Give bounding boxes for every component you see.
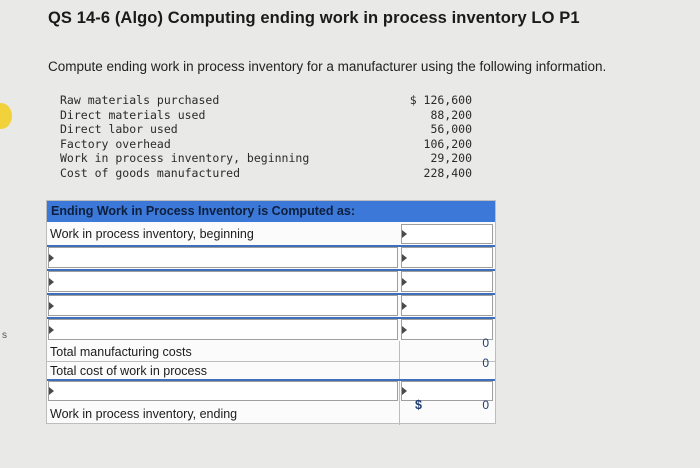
total-manufacturing-value: 0 [482,336,489,350]
question-title: QS 14-6 (Algo) Computing ending work in process inventory LO P1 [48,9,580,27]
given-row-factory-overhead [60,137,472,152]
total-wip-value: 0 [482,356,489,370]
dropdown-arrow-icon [402,278,407,286]
given-row-direct-materials [60,108,472,123]
edge-fragment: s [2,330,7,341]
dropdown-arrow-icon [49,278,54,286]
given-label: Factory overhead [60,136,171,151]
given-label: Work in process inventory, beginning [60,151,310,166]
dropdown-arrow-icon [49,326,54,334]
table-row-blank-1 [47,247,495,269]
row-label: Total cost of work in process [50,364,208,378]
row-label: Total manufacturing costs [50,345,192,359]
table-row-blank-3 [47,295,495,317]
dropdown-arrow-icon [402,230,407,238]
given-label: Direct labor used [60,122,178,137]
dropdown-arrow-icon [49,387,54,395]
given-row-direct-labor [60,122,472,137]
given-data-block [60,93,472,181]
table-header: Ending Work in Process Inventory is Computed as: [47,201,495,222]
table-row-wip-ending [47,398,495,424]
given-value: 106,200 [423,136,472,151]
given-row-raw-materials [60,93,472,108]
table-row-blank-2 [47,271,495,293]
table-row-blank-4 [47,319,495,341]
instruction-text: Compute ending work in process inventory for a manufacturer using the following information. [48,59,607,74]
given-value: 228,400 [423,165,472,180]
blank-4-label-select[interactable] [48,319,398,340]
blank-1-amount-input[interactable] [401,247,493,268]
row-label: Work in process inventory, beginning [50,227,254,241]
given-label: Raw materials purchased [60,93,220,107]
given-row-wip-beginning [60,151,472,166]
blank-4-amount-input[interactable] [401,319,493,340]
table-row-total-manufacturing [47,336,495,361]
answer-table [46,200,496,424]
currency-symbol: $ [415,398,422,412]
dropdown-arrow-icon [402,254,407,262]
dropdown-arrow-icon [402,387,407,395]
dropdown-arrow-icon [49,254,54,262]
blank-5-label-select[interactable] [48,381,398,401]
dropdown-arrow-icon [402,302,407,310]
given-value: $ 126,600 [409,93,472,107]
blank-3-label-select[interactable] [48,295,398,316]
blank-2-amount-input[interactable] [401,271,493,292]
given-value: 29,200 [430,151,472,166]
dropdown-arrow-icon [49,302,54,310]
dropdown-arrow-icon [402,326,407,334]
wip-ending-value: 0 [482,398,489,412]
given-label: Direct materials used [60,107,206,122]
highlight-marker [0,103,12,129]
wip-beginning-amount-input[interactable] [401,224,493,244]
given-row-cogm [60,166,472,181]
table-row-blank-5 [47,381,495,402]
blank-2-label-select[interactable] [48,271,398,292]
blank-3-amount-input[interactable] [401,295,493,316]
table-row-wip-beginning [47,223,495,245]
given-value: 88,200 [430,107,472,122]
row-label: Work in process inventory, ending [50,407,238,421]
blank-1-label-select[interactable] [48,247,398,268]
given-value: 56,000 [430,122,472,137]
given-label: Cost of goods manufactured [60,165,241,180]
